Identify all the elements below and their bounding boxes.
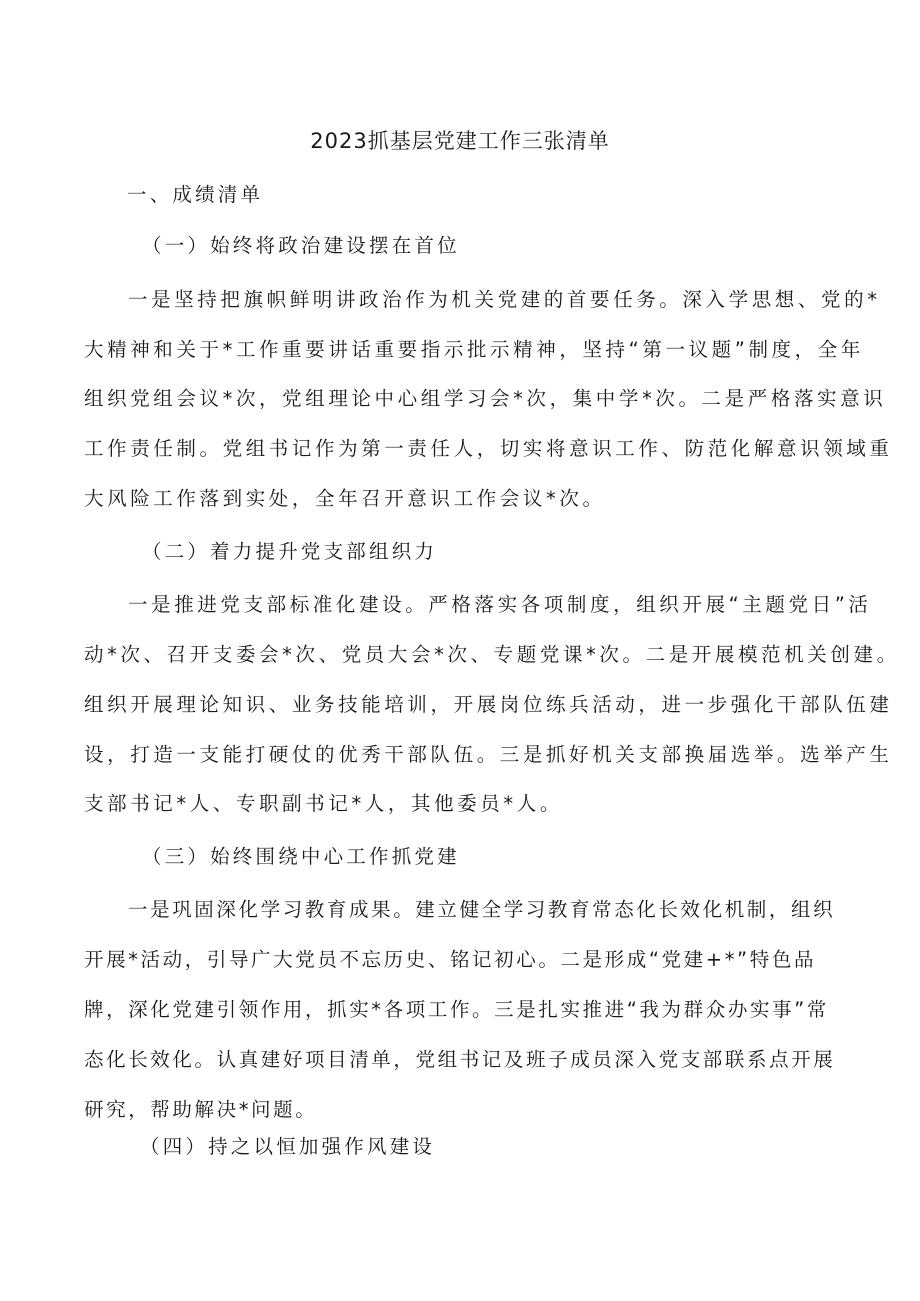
section-heading-achievements: 一、成绩清单 bbox=[127, 183, 264, 206]
document-title: 2023抓基层党建工作三张清单 bbox=[310, 129, 610, 153]
paragraph-1-line-3: 组织党组会议*次，党组理论中心组学习会*次，集中学*次。二是严格落实意识 bbox=[84, 387, 887, 410]
paragraph-2-line-4: 设，打造一支能打硬仗的优秀干部队伍。三是抓好机关支部换届选举。选举产生 bbox=[84, 743, 893, 766]
paragraph-3-line-4: 态化长效化。认真建好项目清单，党组书记及班子成员深入党支部联系点开展 bbox=[84, 1048, 836, 1071]
paragraph-2-line-2: 动*次、召开支委会*次、党员大会*次、专题党课*次。二是开展模范机关创建。 bbox=[84, 643, 900, 666]
paragraph-2-line-1: 一是推进党支部标准化建设。严格落实各项制度，组织开展“主题党日”活 bbox=[128, 593, 872, 616]
paragraph-3-line-5: 研究，帮助解决*问题。 bbox=[84, 1098, 318, 1121]
paragraph-2-line-3: 组织开展理论知识、业务技能培训，开展岗位练兵活动，进一步强化干部队伍建 bbox=[84, 693, 893, 716]
subsection-heading-2: （二）着力提升党支部组织力 bbox=[142, 540, 438, 563]
subsection-heading-1: （一）始终将政治建设摆在首位 bbox=[142, 234, 460, 257]
subsection-heading-3: （三）始终围绕中心工作抓党建 bbox=[142, 845, 460, 868]
paragraph-2-line-5: 支部书记*人、专职副书记*人，其他委员*人。 bbox=[84, 792, 563, 815]
paragraph-1-line-1: 一是坚持把旗帜鲜明讲政治作为机关党建的首要任务。深入学思想、党的* bbox=[128, 288, 881, 311]
paragraph-1-line-2: 大精神和关于*工作重要讲话重要指示批示精神，坚持“第一议题”制度，全年 bbox=[84, 338, 864, 361]
paragraph-1-line-4: 工作责任制。党组书记作为第一责任人，切实将意识工作、防范化解意识领域重 bbox=[84, 437, 893, 460]
paragraph-3-line-3: 牌，深化党建引领作用，抓实*各项工作。三是扎实推进“我为群众办实事”常 bbox=[84, 998, 829, 1021]
paragraph-3-line-1: 一是巩固深化学习教育成果。建立健全学习教育常态化长效化机制，组织 bbox=[128, 898, 836, 921]
subsection-heading-4: （四）持之以恒加强作风建设 bbox=[140, 1135, 436, 1158]
paragraph-3-line-2: 开展*活动，引导广大党员不忘历史、铭记初心。二是形成“党建+*”特色品 bbox=[84, 948, 817, 971]
paragraph-1-line-5: 大风险工作落到实处，全年召开意识工作会议*次。 bbox=[84, 487, 606, 510]
